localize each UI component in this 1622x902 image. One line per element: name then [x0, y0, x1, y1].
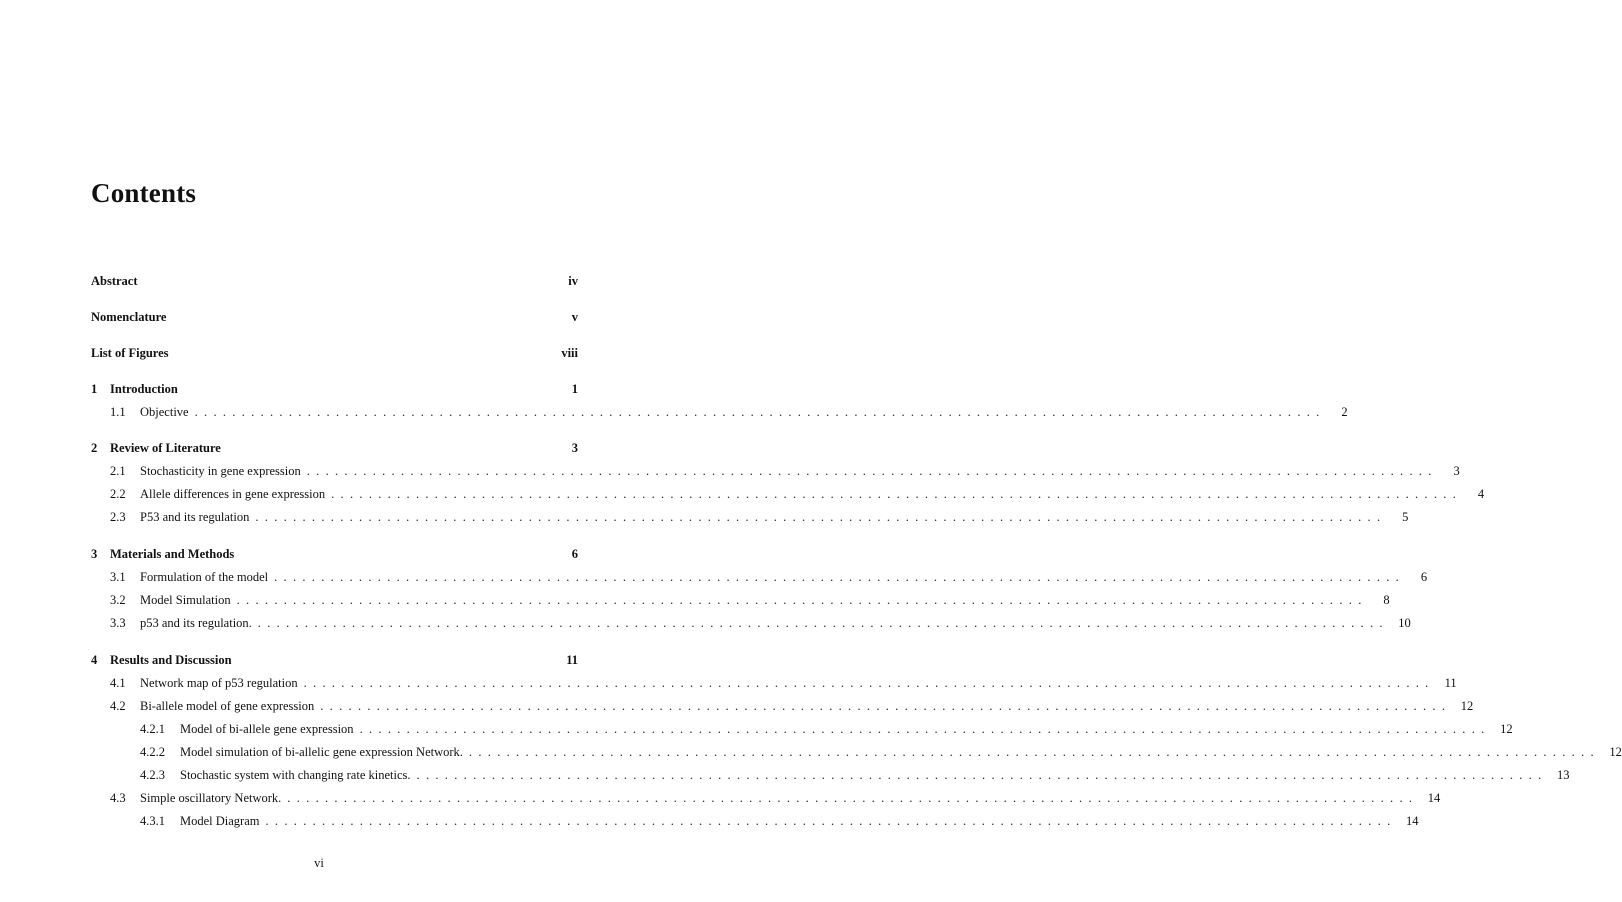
toc-page-number: 2 — [1341, 405, 1348, 419]
toc-entry-text: Stochasticity in gene expression — [140, 464, 301, 478]
toc-entry-text: Simple oscillatory Network. — [140, 791, 282, 805]
toc-chapter-number: 2 — [91, 441, 98, 455]
dot-leader: ........................................................................................................................ — [236, 593, 1368, 607]
toc-entry-text: Results and Discussion — [110, 653, 232, 667]
toc-entry-text: Formulation of the model — [140, 570, 269, 584]
toc-section-number: 4.3 — [110, 791, 126, 805]
toc-subsection-4-2-1[interactable] — [91, 720, 1513, 738]
toc-page-number: viii — [561, 346, 578, 360]
toc-page-number: 3 — [571, 441, 578, 455]
toc-page-number: 3 — [1453, 464, 1460, 478]
toc-page-number: 12 — [1500, 722, 1513, 736]
toc-subsection-4-2-3[interactable] — [91, 766, 1570, 784]
dot-leader: ........................................................................................................................ — [416, 768, 1548, 782]
dot-leader: ........................................................................................................................ — [265, 814, 1397, 828]
toc-subsection-number: 4.3.1 — [140, 814, 165, 828]
toc-page-number: 12 — [1609, 745, 1622, 759]
toc-section-4-1[interactable] — [91, 674, 1457, 692]
toc-entry-abstract[interactable] — [91, 272, 578, 290]
page-title: Contents — [91, 178, 197, 208]
toc-entry-text: Introduction — [110, 382, 178, 396]
toc-section-2-1[interactable] — [91, 462, 1460, 480]
toc-section-4-2[interactable] — [91, 697, 1474, 715]
toc-entry-text: Model Diagram — [180, 814, 260, 828]
dot-leader: ........................................................................................................................ — [194, 405, 1326, 419]
toc-page-number: 11 — [1444, 676, 1457, 690]
toc-entry-text: Nomenclature — [91, 310, 167, 324]
toc-subsection-number: 4.2.1 — [140, 722, 165, 736]
toc-section-2-2[interactable] — [91, 485, 1485, 503]
toc-page-number: 13 — [1557, 768, 1570, 782]
toc-section-number: 3.3 — [110, 616, 126, 630]
toc-page-number: 5 — [1402, 510, 1409, 524]
toc-section-number: 4.2 — [110, 699, 126, 713]
toc-entry-text: Network map of p53 regulation — [140, 676, 298, 690]
toc-page-number: 12 — [1460, 699, 1474, 713]
page-number-footer: vi — [314, 856, 324, 870]
toc-page-number: 1 — [571, 382, 578, 396]
toc-subsection-4-2-2[interactable] — [91, 743, 1622, 761]
toc-subsection-number: 4.2.2 — [140, 745, 165, 759]
toc-entry-text: Abstract — [91, 274, 138, 288]
toc-entry-text: Allele differences in gene expression — [140, 487, 326, 501]
toc-page-number: 14 — [1427, 791, 1441, 805]
toc-subsection-number: 4.2.3 — [140, 768, 165, 782]
toc-chapter-number: 4 — [91, 653, 98, 667]
toc-section-4-3[interactable] — [91, 789, 1441, 807]
toc-entry-text: Stochastic system with changing rate kinetics. — [180, 768, 411, 782]
toc-entry-text: Bi-allele model of gene expression — [140, 699, 315, 713]
toc-page-number: 14 — [1406, 814, 1419, 828]
toc-section-number: 2.2 — [110, 487, 126, 501]
dot-leader: ........................................................................................................................ — [274, 570, 1406, 584]
toc-page-number: 10 — [1398, 616, 1411, 630]
toc-chapter-number: 1 — [91, 382, 98, 396]
toc-entry-text: Model of bi-allele gene expression — [180, 722, 354, 736]
toc-entry-text: Review of Literature — [110, 441, 221, 455]
toc-page-number: v — [571, 310, 578, 324]
toc-entry-text: List of Figures — [91, 346, 169, 360]
toc-entry-text: Materials and Methods — [110, 547, 235, 561]
toc-subsection-4-3-1[interactable] — [91, 812, 1419, 830]
toc-section-number: 2.1 — [110, 464, 126, 478]
dot-leader: ........................................................................................................................ — [320, 699, 1452, 713]
toc-entry-nomenclature[interactable] — [91, 308, 578, 326]
dot-leader: ........................................................................................................................ — [306, 464, 1438, 478]
toc-section-3-3[interactable] — [91, 614, 1411, 632]
toc-page-number: 6 — [571, 547, 578, 561]
toc-section-number: 4.1 — [110, 676, 126, 690]
dot-leader: ........................................................................................................................ — [331, 487, 1463, 501]
toc-section-number: 1.1 — [110, 405, 126, 419]
toc-page-number: iv — [568, 274, 578, 288]
toc-entry-text: Model Simulation — [140, 593, 231, 607]
toc-page-number: 11 — [566, 653, 578, 667]
toc-entry-text: p53 and its regulation. — [140, 616, 252, 630]
dot-leader: ........................................................................................................................ — [468, 745, 1600, 759]
toc-page-number: 6 — [1420, 570, 1428, 584]
toc-section-1-1[interactable] — [91, 403, 1348, 421]
toc-section-number: 3.1 — [110, 570, 126, 584]
toc-page-number: 4 — [1477, 487, 1485, 501]
table-of-contents — [91, 0, 1622, 902]
toc-entry-text: Objective — [140, 405, 189, 419]
toc-chapter-number: 3 — [91, 547, 98, 561]
toc-section-2-3[interactable] — [91, 508, 1409, 526]
toc-section-3-1[interactable] — [91, 568, 1428, 586]
dot-leader: ........................................................................................................................ — [303, 676, 1435, 690]
dot-leader: ........................................................................................................................ — [257, 616, 1389, 630]
toc-entry-list-of-figures[interactable] — [91, 344, 578, 362]
toc-section-number: 3.2 — [110, 593, 126, 607]
toc-section-3-2[interactable] — [91, 591, 1390, 609]
dot-leader: ........................................................................................................................ — [255, 510, 1387, 524]
dot-leader: ........................................................................................................................ — [359, 722, 1491, 736]
toc-entry-text: P53 and its regulation — [140, 510, 250, 524]
dot-leader: ........................................................................................................................ — [287, 791, 1419, 805]
toc-chapter-4[interactable] — [91, 651, 578, 669]
toc-entry-text: Model simulation of bi-allelic gene expression Network. — [180, 745, 463, 759]
toc-chapter-2[interactable] — [91, 439, 578, 457]
toc-chapter-1[interactable] — [91, 380, 578, 398]
toc-chapter-3[interactable] — [91, 545, 578, 563]
toc-section-number: 2.3 — [110, 510, 126, 524]
toc-page-number: 8 — [1383, 593, 1390, 607]
